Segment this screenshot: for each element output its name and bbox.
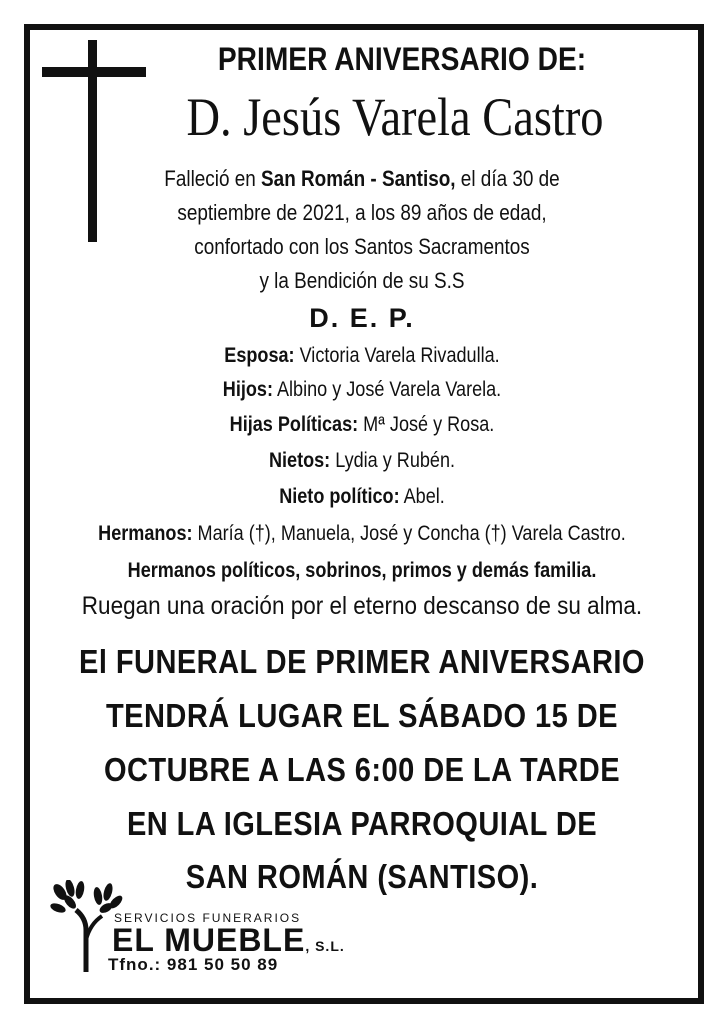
death-line: Falleció en San Román - Santiso, el día 30 de — [164, 166, 560, 191]
death-line: confortado con los Santos Sacramentos — [194, 234, 530, 259]
relative-line: Hijas Políticas: Mª José y Rosa. — [229, 413, 495, 436]
death-line: septiembre de 2021, a los 89 años de edad, — [177, 200, 547, 225]
funeral-line: OCTUBRE A LAS 6:00 DE LA TARDE — [103, 751, 621, 788]
relative-line: Hermanos políticos, sobrinos, primos y demás familia. — [127, 559, 597, 582]
logo-name: EL MUEBLE, S.L. — [112, 922, 345, 958]
funeral-line: EN LA IGLESIA PARROQUIAL DE — [126, 805, 598, 842]
relative-line: Nieto político: Abel. — [279, 485, 445, 508]
headline: PRIMER ANIVERSARIO DE: — [217, 41, 587, 77]
relative-line: Esposa: Victoria Varela Rivadulla. — [224, 344, 500, 367]
relative-line: Hijos: Albino y José Varela Varela. — [222, 378, 502, 401]
funeral-home-logo — [50, 880, 350, 980]
prayer-text: Ruegan una oración por el eterno descanso de su alma. — [81, 592, 643, 620]
funeral-line: El FUNERAL DE PRIMER ANIVERSARIO — [79, 643, 645, 680]
relative-line: Hermanos: María (†), Manuela, José y Concha (†) Varela Castro. — [98, 522, 626, 545]
dep-text: D. E. P. — [309, 303, 415, 333]
death-line: y la Bendición de su S.S — [259, 268, 465, 293]
deceased-name: D. Jesús Varela Castro — [186, 87, 604, 147]
logo-phone: Tfno.: 981 50 50 89 — [108, 955, 279, 974]
logo-subtitle: SERVICIOS FUNERARIOS — [114, 911, 302, 925]
funeral-line: SAN ROMÁN (SANTISO). — [185, 858, 539, 895]
relative-line: Nietos: Lydia y Rubén. — [268, 449, 456, 472]
funeral-line: TENDRÁ LUGAR EL SÁBADO 15 DE — [106, 697, 618, 734]
